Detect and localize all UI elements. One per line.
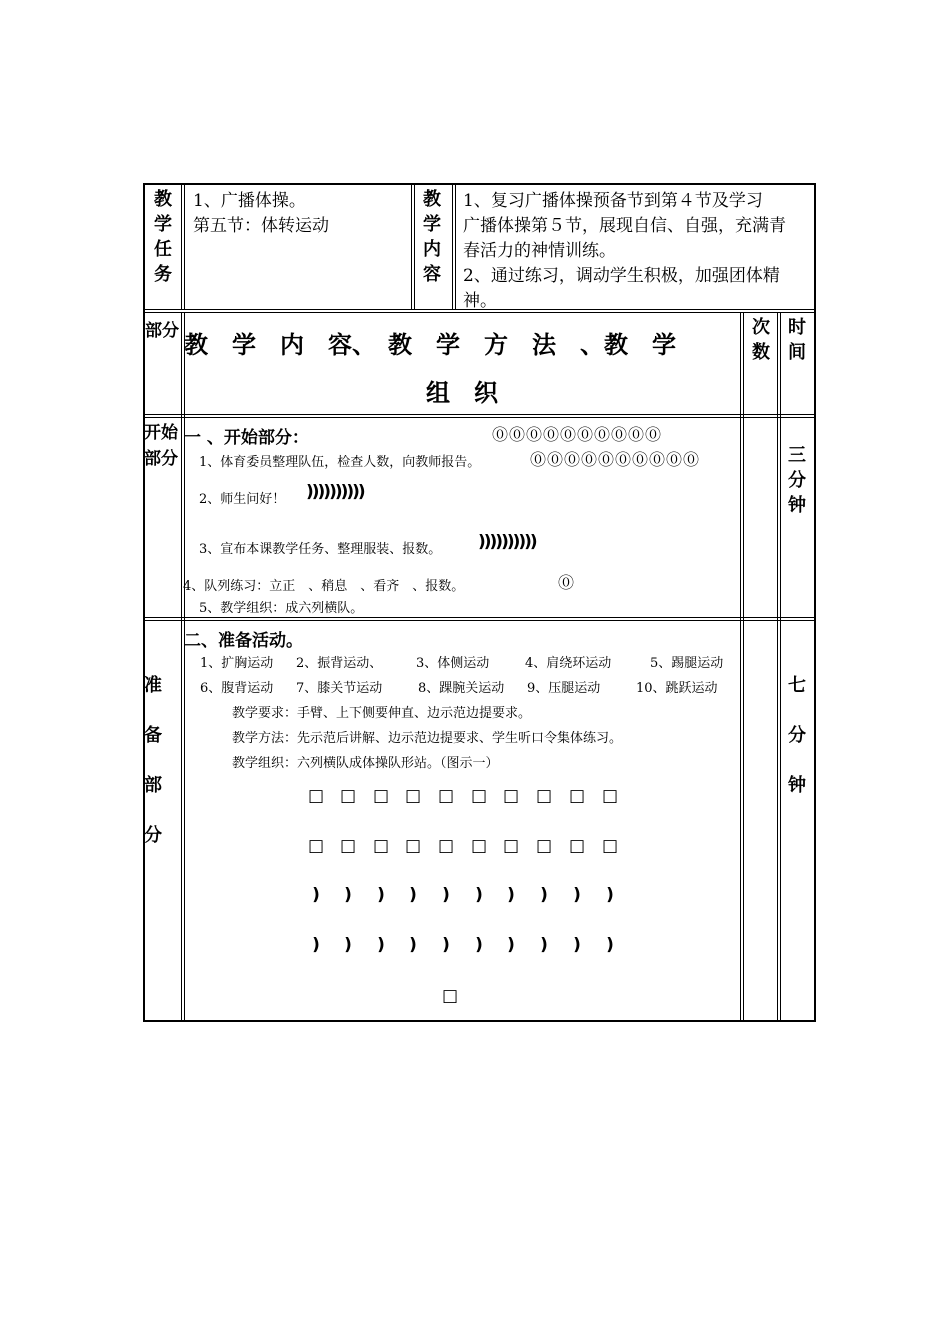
time-column-header: 时 间 xyxy=(788,317,806,363)
student-moon: ) xyxy=(606,885,614,905)
student-moon: ) xyxy=(507,935,515,955)
row-divider-3 xyxy=(145,617,814,621)
teacher-symbol: ⓪ xyxy=(558,573,576,592)
moon-row-2 xyxy=(0,935,950,959)
header-divider-2 xyxy=(411,185,415,310)
student-box: □ xyxy=(568,786,586,806)
section1-item-5: 5、教学组织：成六列横队。 xyxy=(199,601,364,616)
header-divider-3 xyxy=(452,185,456,310)
student-box: □ xyxy=(502,836,520,856)
exercise-6: 6、腹背运动 xyxy=(200,681,274,696)
formation-row-1: ⓪⓪⓪⓪⓪⓪⓪⓪⓪⓪ xyxy=(492,425,663,444)
student-box: □ xyxy=(339,786,357,806)
header-divider-1 xyxy=(181,185,185,310)
student-box: □ xyxy=(437,786,455,806)
student-moon: ) xyxy=(475,935,483,955)
student-box: □ xyxy=(535,836,553,856)
exercise-1: 1、扩胸运动 xyxy=(200,656,274,671)
student-moon: ) xyxy=(344,935,352,955)
section1-item-1: 1、体育委员整理队伍，检查人数，向教师报告。 xyxy=(199,455,481,470)
task-line-2: 第五节：体转运动 xyxy=(193,216,329,236)
exercise-9: 9、压腿运动 xyxy=(527,681,601,696)
student-box: □ xyxy=(372,786,390,806)
section1-item-2: 2、师生问好！ xyxy=(199,492,286,507)
teaching-requirement: 教学要求：手臂、上下侧要伸直、边示范边提要求。 xyxy=(232,706,532,721)
student-moon: ) xyxy=(606,935,614,955)
student-moon: ) xyxy=(377,885,385,905)
student-box: □ xyxy=(601,836,619,856)
student-moon: ) xyxy=(475,885,483,905)
column-divider-part xyxy=(181,313,185,1020)
teaching-method: 教学方法：先示范后讲解、边示范边提要求、学生听口令集体练习。 xyxy=(232,731,623,746)
column-divider-time xyxy=(777,313,781,1020)
section1-item-3: 3、宣布本课教学任务、整理服装、报数。 xyxy=(199,542,442,557)
exercise-4: 4、肩绕环运动 xyxy=(525,656,612,671)
student-moon: ) xyxy=(409,885,417,905)
exercise-3: 3、体侧运动 xyxy=(416,656,490,671)
student-box: □ xyxy=(404,786,422,806)
student-moon: ) xyxy=(409,935,417,955)
content-label: 教 学 内 容 xyxy=(423,189,441,285)
student-moon: ) xyxy=(344,885,352,905)
student-box: □ xyxy=(470,786,488,806)
exercise-2: 2、振背运动、 xyxy=(296,656,383,671)
exercise-10: 10、跳跃运动 xyxy=(636,681,718,696)
student-moon: ) xyxy=(442,885,450,905)
section1-heading: 一 、开始部分： xyxy=(184,428,309,448)
row-divider-2 xyxy=(145,414,814,418)
student-moon: ) xyxy=(573,935,581,955)
table-border-top xyxy=(143,183,816,185)
count-column-header: 次 数 xyxy=(752,317,770,363)
title-line-1: 教 学 内 容、 教 学 方 法 、教 学 xyxy=(184,330,676,359)
table-border-bottom xyxy=(143,1020,816,1022)
section1-item-4: 4、队列练习：立正 、稍息 、看齐 、报数。 xyxy=(183,579,465,594)
students-row-1: )))))))))) xyxy=(306,482,364,502)
student-moon: ) xyxy=(312,885,320,905)
student-moon: ) xyxy=(540,935,548,955)
student-box: □ xyxy=(502,786,520,806)
student-box: □ xyxy=(307,786,325,806)
content-line-1: 1、复习广播体操预备节到第４节及学习 xyxy=(463,191,763,211)
task-line-1: 1、广播体操。 xyxy=(193,191,306,211)
student-box: □ xyxy=(568,836,586,856)
content-line-2: 广播体操第５节，展现自信、自强，充满青 xyxy=(463,216,786,236)
student-moon: ) xyxy=(442,935,450,955)
content-line-3: 春活力的神情训练。 xyxy=(463,241,616,261)
content-line-4: 2、通过练习，调动学生积极，加强团体精 xyxy=(463,266,780,286)
title-line-2: 组 织 xyxy=(426,378,498,407)
student-box: □ xyxy=(372,836,390,856)
section2-part-label: 准 备 部 分 xyxy=(144,675,162,846)
task-label: 教 学 任 务 xyxy=(154,189,172,285)
box-row-2 xyxy=(0,836,950,860)
exercise-7: 7、膝关节运动 xyxy=(296,681,383,696)
section1-part-label: 开始 部分 xyxy=(144,423,178,469)
section1-time: 三 分 钟 xyxy=(788,445,806,516)
students-row-2: )))))))))) xyxy=(478,532,536,552)
teacher-box: □ xyxy=(442,986,459,1006)
student-box: □ xyxy=(470,836,488,856)
student-box: □ xyxy=(339,836,357,856)
exercise-5: 5、踢腿运动 xyxy=(650,656,724,671)
student-box: □ xyxy=(601,786,619,806)
formation-row-2: ⓪⓪⓪⓪⓪⓪⓪⓪⓪⓪ xyxy=(530,450,701,469)
student-moon: ) xyxy=(540,885,548,905)
student-box: □ xyxy=(535,786,553,806)
column-divider-count xyxy=(740,313,744,1020)
exercise-8: 8、踝腕关运动 xyxy=(418,681,505,696)
content-line-5: 神。 xyxy=(463,291,497,311)
student-moon: ) xyxy=(377,935,385,955)
student-moon: ) xyxy=(573,885,581,905)
student-box: □ xyxy=(307,836,325,856)
student-box: □ xyxy=(437,836,455,856)
student-box: □ xyxy=(404,836,422,856)
section2-time: 七 分 钟 xyxy=(788,675,806,796)
part-column-header: 部分 xyxy=(145,321,179,341)
student-moon: ) xyxy=(312,935,320,955)
moon-row-1 xyxy=(0,885,950,909)
teaching-organization: 教学组织：六列横队成体操队形站。（图示一） xyxy=(232,756,499,771)
student-moon: ) xyxy=(507,885,515,905)
section2-heading: 二、准备活动。 xyxy=(184,631,303,651)
